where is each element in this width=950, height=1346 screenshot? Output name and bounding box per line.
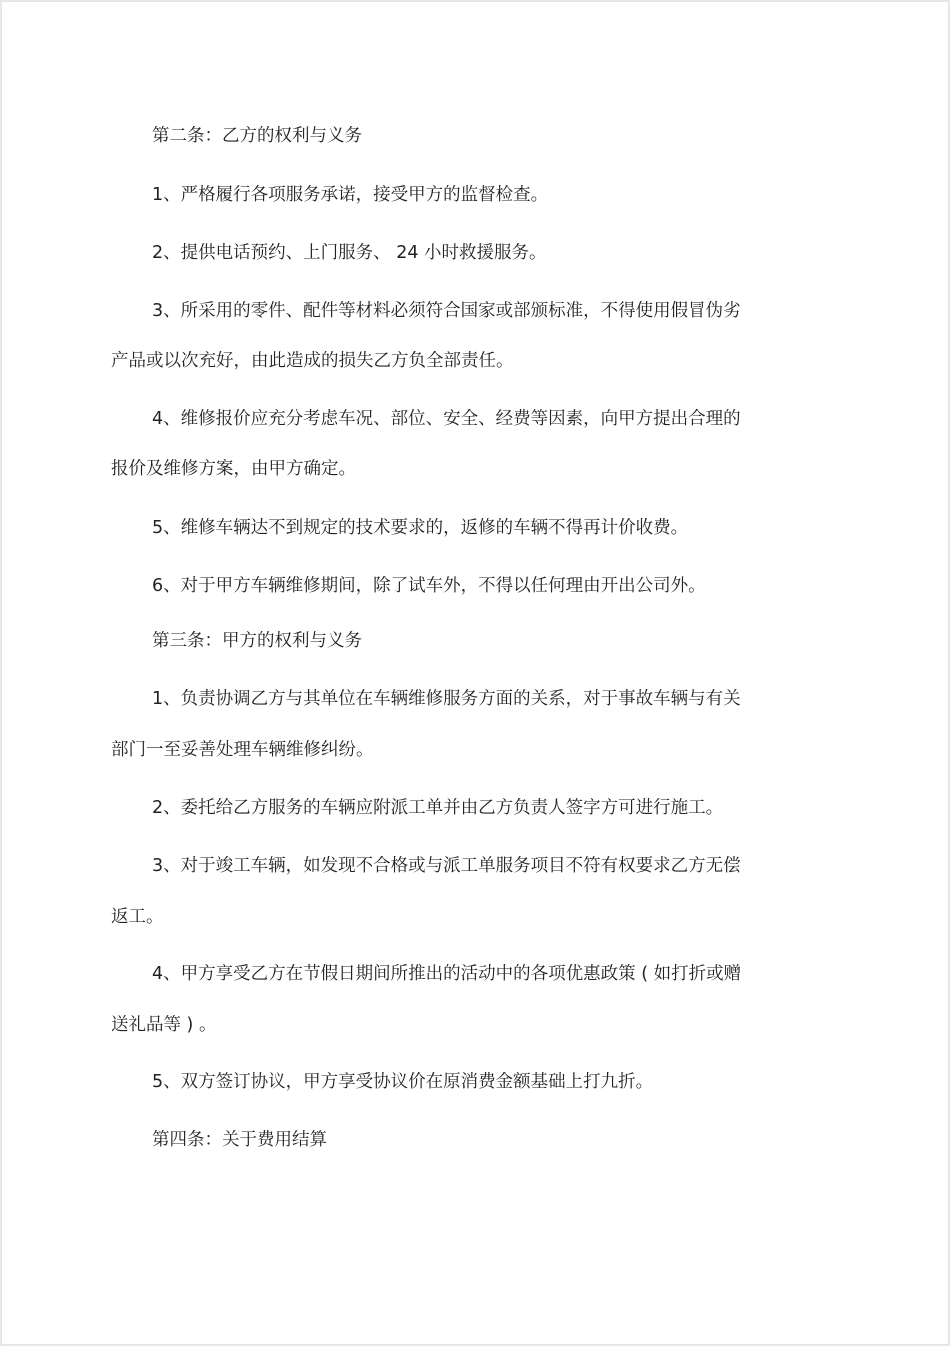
clause-2-6: 6、对于甲方车辆维修期间，除了试车外，不得以任何理由开出公司外。 bbox=[152, 576, 706, 596]
clause-2-3: 3、所采用的零件、配件等材料必须符合国家或部颁标准，不得使用假冒伪劣 bbox=[152, 301, 741, 321]
clause-3-3: 3、对于竣工车辆，如发现不合格或与派工单服务项目不符有权要求乙方无偿 bbox=[152, 856, 741, 876]
clause-2-2: 2、提供电话预约、上门服务、 24 小时救援服务。 bbox=[152, 243, 547, 263]
section-heading-4: 第四条：关于费用结算 bbox=[152, 1130, 327, 1150]
section-heading-3: 第三条：甲方的权利与义务 bbox=[152, 631, 362, 651]
clause-3-2: 2、委托给乙方服务的车辆应附派工单并由乙方负责人签字方可进行施工。 bbox=[152, 798, 724, 818]
clause-2-5: 5、维修车辆达不到规定的技术要求的，返修的车辆不得再计价收费。 bbox=[152, 518, 689, 538]
section-heading-2: 第二条：乙方的权利与义务 bbox=[152, 126, 362, 146]
clause-3-1-continued: 部门一至妥善处理车辆维修纠纷。 bbox=[111, 740, 374, 760]
clause-2-4: 4、维修报价应充分考虑车况、部位、安全、经费等因素，向甲方提出合理的 bbox=[152, 409, 741, 429]
document-page bbox=[2, 2, 948, 1344]
clause-3-5: 5、双方签订协议，甲方享受协议价在原消费金额基础上打九折。 bbox=[152, 1072, 654, 1092]
clause-3-4: 4、甲方享受乙方在节假日期间所推出的活动中的各项优惠政策 ( 如打折或赠 bbox=[152, 964, 742, 984]
clause-2-4-continued: 报价及维修方案，由甲方确定。 bbox=[111, 459, 356, 479]
clause-3-3-continued: 返工。 bbox=[111, 907, 164, 927]
clause-2-3-continued: 产品或以次充好，由此造成的损失乙方负全部责任。 bbox=[111, 351, 514, 371]
clause-3-4-continued: 送礼品等 ) 。 bbox=[111, 1015, 217, 1035]
clause-3-1: 1、负责协调乙方与其单位在车辆维修服务方面的关系，对于事故车辆与有关 bbox=[152, 689, 741, 709]
clause-2-1: 1、严格履行各项服务承诺，接受甲方的监督检查。 bbox=[152, 185, 549, 205]
